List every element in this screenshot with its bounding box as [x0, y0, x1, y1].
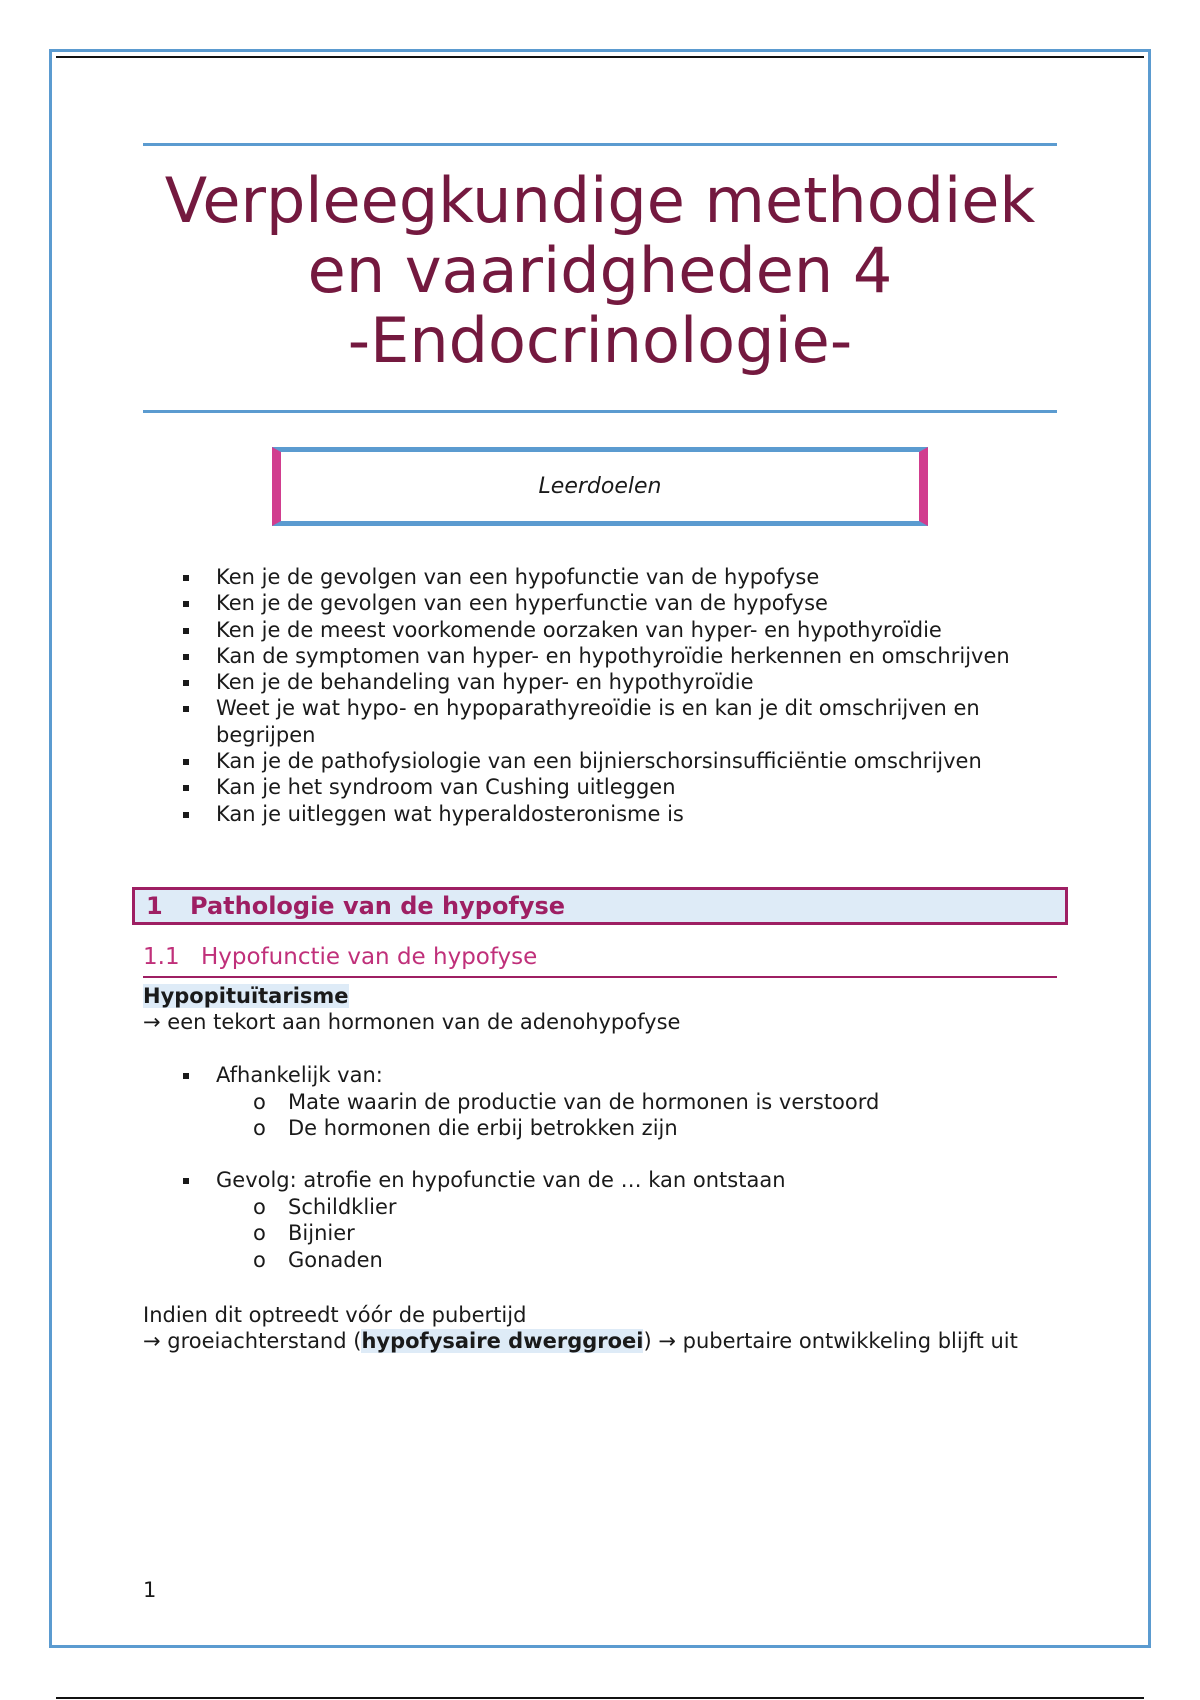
list-item [180, 1167, 1080, 1273]
bottom-rule [56, 1697, 1144, 1699]
top-rule [56, 56, 1144, 58]
groei-line [143, 1328, 1073, 1354]
term-block [143, 983, 1073, 1035]
term-hypopituitarisme: Hypopituïtarisme [143, 984, 349, 1008]
list-item: Kan je de pathofysiologie van een bijnierschorsinsufficiëntie omschrijven [180, 748, 1080, 774]
sub-list-item: o Bijnier [216, 1220, 1080, 1247]
list-item: Ken je de gevolgen van een hypofunctie van de hypofyse [180, 564, 1080, 590]
sub-list-item: o Gonaden [216, 1247, 1080, 1274]
title-bottom-rule [143, 410, 1057, 413]
gevolg-label: Gevolg: atrofie en hypofunctie van de … kan ontstaan [216, 1168, 786, 1192]
list-item: Kan je uitleggen wat hyperaldosteronisme is [180, 801, 1080, 827]
document-title [143, 166, 1057, 376]
term-definition: → een tekort aan hormonen van de adenohypofyse [143, 1010, 681, 1034]
term-hypofysaire-dwerggroei: hypofysaire dwerggroei [361, 1329, 644, 1353]
leerdoelen-box [272, 447, 928, 526]
title-top-rule [143, 143, 1057, 146]
groei-suffix: ) → pubertaire ontwikkeling blijft uit [643, 1329, 1018, 1353]
leerdoelen-list [180, 564, 1080, 827]
sub-list-item: o De hormonen die erbij betrokken zijn [216, 1115, 1080, 1142]
pubertijd-line: Indien dit optreedt vóór de pubertijd [143, 1303, 527, 1327]
afhankelijk-list [180, 1062, 1080, 1142]
list-item: Kan je het syndroom van Cushing uitleggen [180, 774, 1080, 800]
section-title: Pathologie van de hypofyse [190, 892, 566, 920]
groei-prefix: → groeiachterstand ( [143, 1329, 362, 1353]
pubertijd-block [143, 1302, 1073, 1354]
list-item: Ken je de behandeling van hyper- en hypothyroïdie [180, 669, 1080, 695]
subsection-heading-1-1 [143, 941, 1057, 978]
sub-list-item: o Schildklier [216, 1194, 1080, 1221]
list-item: Weet je wat hypo- en hypoparathyreoïdie is en kan je dit omschrijven en begrijpen [180, 695, 1080, 748]
list-item: Kan de symptomen van hyper- en hypothyroïdie herkennen en omschrijven [180, 643, 1080, 669]
section-heading-1 [132, 887, 1068, 925]
section-number: 1 [146, 892, 163, 920]
title-line-2: en vaaridgheden 4 [307, 234, 893, 307]
leerdoelen-heading: Leerdoelen [538, 474, 662, 499]
list-item: Ken je de gevolgen van een hyperfunctie van de hypofyse [180, 590, 1080, 616]
subsection-number: 1.1 [143, 944, 180, 970]
gevolg-list [180, 1167, 1080, 1273]
afhankelijk-label: Afhankelijk van: [216, 1063, 383, 1087]
subsection-title: Hypofunctie van de hypofyse [201, 944, 538, 970]
list-item: Ken je de meest voorkomende oorzaken van hyper- en hypothyroïdie [180, 617, 1080, 643]
page-number: 1 [143, 1578, 157, 1602]
title-line-1: Verpleegkundige methodiek [164, 164, 1036, 237]
list-item [180, 1062, 1080, 1142]
title-line-3: -Endocrinologie- [347, 304, 853, 377]
sub-list-item: o Mate waarin de productie van de hormonen is verstoord [216, 1089, 1080, 1116]
